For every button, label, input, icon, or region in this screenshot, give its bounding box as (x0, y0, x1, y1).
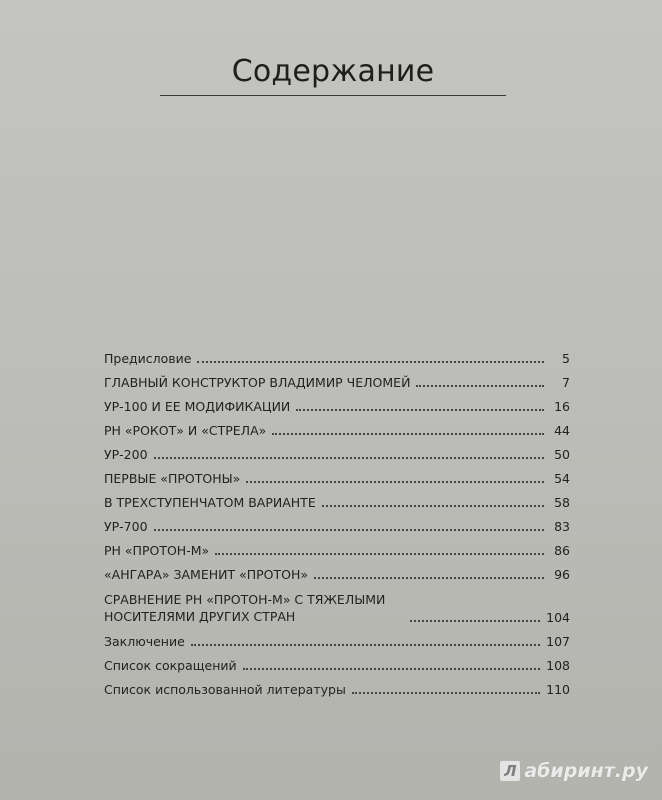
toc-entry-title: ПЕРВЫЕ «ПРОТОНЫ» (104, 471, 241, 486)
toc-entry (104, 342, 570, 366)
toc-leader-dots (246, 481, 544, 483)
toc-leader-dots (410, 620, 540, 622)
toc-entry-title: ГЛАВНЫЙ КОНСТРУКТОР ВЛАДИМИР ЧЕЛОМЕЙ (104, 375, 411, 390)
toc-leader-dots (215, 553, 544, 555)
toc-entry-title: РН «РОКОТ» И «СТРЕЛА» (104, 423, 267, 438)
toc-entry-page: 44 (554, 423, 570, 438)
toc-entry-page: 16 (554, 399, 570, 414)
toc-leader-dots (154, 529, 544, 531)
toc-entry-page: 86 (554, 543, 570, 558)
toc-entry (104, 625, 570, 649)
toc-entry-page: 50 (554, 447, 570, 462)
toc-entry-page: 104 (546, 610, 570, 625)
watermark (500, 760, 648, 782)
toc-entry-page: 5 (562, 351, 570, 366)
labirint-logo-icon: Л (500, 761, 520, 781)
toc-entry (104, 462, 570, 486)
toc-leader-dots (191, 644, 540, 646)
toc-entry-title: РН «ПРОТОН-М» (104, 543, 210, 558)
toc-leader-dots (197, 361, 544, 363)
watermark-text: абиринт.ру (524, 760, 648, 782)
toc-entry-page: 108 (546, 658, 570, 673)
toc-entry-page: 96 (554, 567, 570, 582)
toc-entry-page: 83 (554, 519, 570, 534)
toc-leader-dots (416, 385, 544, 387)
toc-entry (104, 649, 570, 673)
toc-entry-page: 58 (554, 495, 570, 510)
toc-leader-dots (154, 457, 544, 459)
toc-entry (104, 510, 570, 534)
toc-leader-dots (243, 668, 541, 670)
toc-entry (104, 558, 570, 582)
toc-entry (104, 366, 570, 390)
toc-entry (104, 486, 570, 510)
title-underline (160, 95, 506, 96)
toc-entry-page: 7 (562, 375, 570, 390)
toc-leader-dots (296, 409, 544, 411)
toc-entry-title: Список использованной литературы (104, 682, 346, 697)
toc-entry-title: Список сокращений (104, 658, 237, 673)
toc-leader-dots (322, 505, 544, 507)
toc-leader-dots (314, 577, 544, 579)
toc-entry-page: 107 (546, 634, 570, 649)
toc-entry-title: Предисловие (104, 351, 192, 366)
toc-leader-dots (272, 433, 544, 435)
toc-entry (104, 414, 570, 438)
toc-leader-dots (352, 692, 540, 694)
page-title: Содержание (231, 54, 435, 89)
toc-entry (104, 534, 570, 558)
toc-entry (104, 438, 570, 462)
toc-entry (104, 390, 570, 414)
toc-entry (104, 582, 570, 625)
toc-entry-title: УР-700 (104, 519, 148, 534)
toc-entry-title: «АНГАРА» ЗАМЕНИТ «ПРОТОН» (104, 567, 309, 582)
toc-entry-page: 54 (554, 471, 570, 486)
toc-entry-page: 110 (546, 682, 570, 697)
toc-entry-title: Заключение (104, 634, 185, 649)
toc-entry-title: УР-200 (104, 447, 148, 462)
toc-entry-title: В ТРЕХСТУПЕНЧАТОМ ВАРИАНТЕ (104, 495, 316, 510)
toc-entry (104, 673, 570, 697)
toc-entry-title: УР-100 И ЕЕ МОДИФИКАЦИИ (104, 399, 291, 414)
toc-entry-title: СРАВНЕНИЕ РН «ПРОТОН-М» С ТЯЖЕЛЫМИ НОСИТЕЛЯМИ ДРУГИХ СТРАН (104, 592, 386, 624)
table-of-contents (104, 342, 570, 697)
